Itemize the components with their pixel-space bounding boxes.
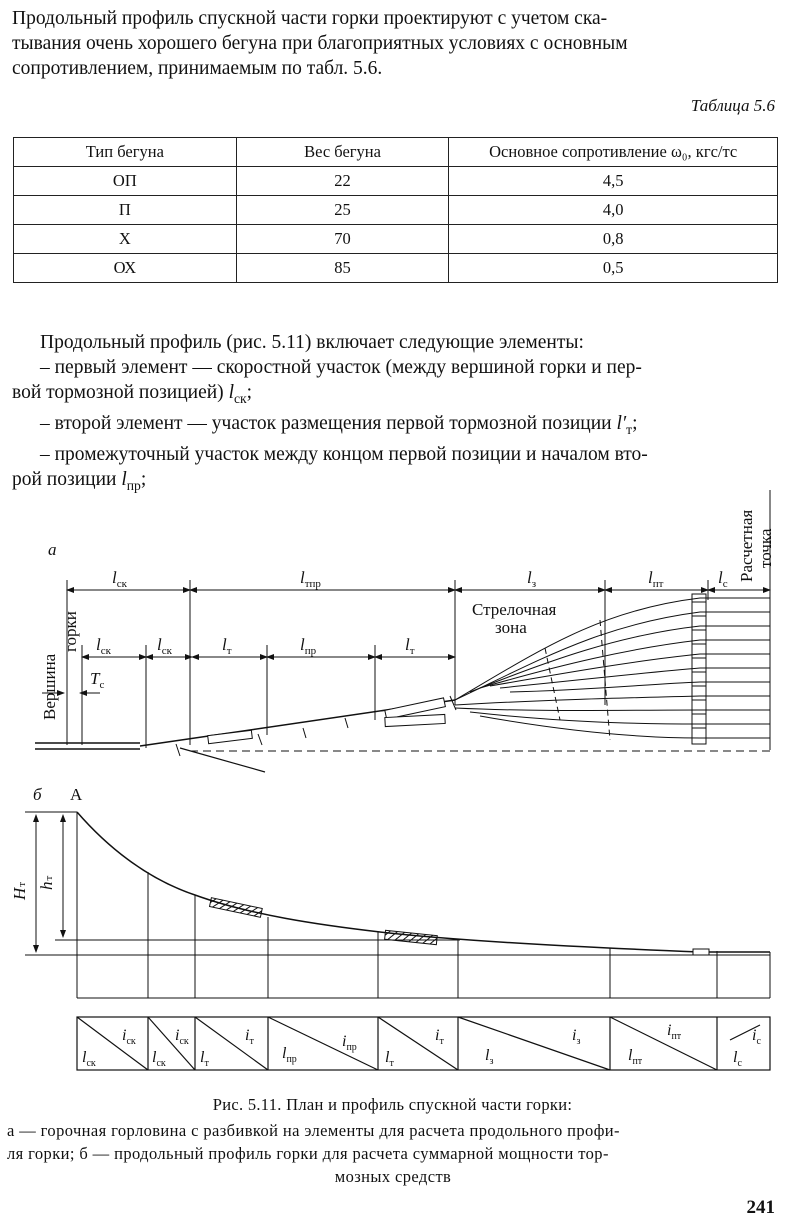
switch-zone-label-2: зона (495, 618, 527, 637)
part-a-label: а (48, 540, 57, 559)
svg-text:Tс: $T_с$ (90, 669, 105, 691)
figure-title: Рис. 5.11. План и профиль спускной части горки: (212, 1095, 573, 1114)
table-row (14, 225, 778, 254)
item1-line-b: вой тормозной позицией) (12, 382, 224, 403)
cell: 4,5 (449, 167, 778, 196)
legend-line-b: ля горки; б — продольный профиль горки для расчета суммарной мощности тор- (7, 1144, 609, 1163)
cell: 70 (236, 225, 449, 254)
svg-text:lпт: $l_{пт}$ (628, 1047, 643, 1067)
intro-paragraph (12, 6, 777, 81)
svg-text:lз: $l_з$ (485, 1047, 494, 1067)
header-resistance: Основное сопротивление ω₀, кгс/тс (449, 138, 778, 167)
item3-line-a: – промежуточный участок между концом первой позиции и началом вто- (40, 443, 648, 465)
part-b-label: б (33, 785, 42, 804)
item3-line-b: рой позиции (12, 468, 117, 490)
svg-text:lпр: $l_{пр}$ (282, 1045, 297, 1065)
svg-text:lск: $l_{ск}$ (82, 1049, 96, 1069)
svg-text:iс: $i_с$ (752, 1027, 761, 1047)
calc-point-label-1: Расчетная (737, 509, 756, 582)
item1-end: ; (246, 382, 253, 403)
header-runner-weight: Вес бегуна (236, 138, 449, 167)
table-caption: Таблица 5.6 (690, 96, 775, 115)
point-a-label: A (70, 785, 83, 804)
item2-var: l′ (616, 412, 627, 434)
item2-sub: т (626, 421, 633, 437)
svg-text:lс: $l_с$ (733, 1049, 742, 1069)
switch-zone-label-1: Стрелочная (472, 600, 557, 619)
svg-text:iпт: $i_{пт}$ (667, 1022, 682, 1042)
profile-curve (77, 812, 770, 952)
item1-var: l (228, 382, 234, 403)
svg-text:iт: $i_т$ (245, 1027, 254, 1047)
elements-paragraph (12, 330, 777, 498)
cell: 25 (236, 196, 449, 225)
svg-text:lс: $l_с$ (718, 568, 728, 590)
elements-intro: Продольный профиль (рис. 5.11) включает следующие элементы: (40, 332, 584, 353)
item1-sub: ск (233, 390, 247, 406)
figure-5-11 (0, 490, 785, 1090)
svg-text:lз: $l_з$ (527, 568, 537, 590)
item3-sub: пр (126, 477, 141, 493)
summit-label-1: Вершина (40, 653, 59, 720)
item3-var: l (121, 468, 127, 490)
cell: П (14, 196, 237, 225)
table-row (14, 254, 778, 283)
svg-text:lск: $l_{ск}$ (157, 635, 172, 657)
svg-text:lтпр: $l_{тпр}$ (300, 568, 321, 590)
svg-text:lпт: $l_{пт}$ (648, 568, 664, 590)
cell: ОХ (14, 254, 237, 283)
svg-text:lт: $l_т$ (405, 635, 415, 657)
calc-point-label-2: точка (756, 528, 775, 568)
header-runner-type: Тип бегуна (14, 138, 237, 167)
figure-legend (7, 1119, 779, 1188)
intro-line-1: Продольный профиль спускной части горки проектируют с учетом ска- (12, 8, 608, 29)
runner-table (13, 137, 778, 283)
svg-text:iпр: $i_{пр}$ (342, 1033, 357, 1053)
svg-text:lск: $l_{ск}$ (96, 635, 111, 657)
legend-line-c: мозных средств (334, 1167, 452, 1186)
svg-text:lск: $l_{ск}$ (152, 1049, 166, 1069)
table-row (14, 167, 778, 196)
intro-line-3: сопротивлением, принимаемым по табл. 5.6. (12, 58, 383, 79)
svg-text:lт: $l_т$ (200, 1049, 209, 1069)
svg-text:hт: hт (37, 875, 56, 890)
cell: 22 (236, 167, 449, 196)
svg-text:lт: $l_т$ (385, 1049, 394, 1069)
svg-text:lпр: $l_{пр}$ (300, 635, 317, 657)
cell: 0,8 (449, 225, 778, 254)
cell: 4,0 (449, 196, 778, 225)
page-number: 241 (746, 1197, 775, 1218)
intro-line-2: тывания очень хорошего бегуна при благоприятных условиях с основным (12, 33, 628, 54)
table-row (14, 196, 778, 225)
cell: 85 (236, 254, 449, 283)
item2-end: ; (632, 412, 638, 434)
table-header-row (14, 138, 778, 167)
item1-line-a: – первый элемент — скоростной участок (между вершиной горки и пер- (40, 357, 642, 378)
svg-text:lск: $l_{ск}$ (112, 568, 127, 590)
svg-text:iск: $i_{ск}$ (175, 1027, 189, 1047)
cell: ОП (14, 167, 237, 196)
svg-text:iз: $i_з$ (572, 1027, 581, 1047)
svg-text:lт: $l_т$ (222, 635, 232, 657)
svg-text:iт: $i_т$ (435, 1027, 444, 1047)
legend-line-a: а — горочная горловина с разбивкой на элементы для расчета продольного профи- (7, 1121, 620, 1140)
track-end-retarders (692, 594, 706, 744)
cell: Х (14, 225, 237, 254)
item2-line: – второй элемент — участок размещения первой тормозной позиции (40, 412, 612, 434)
svg-text:Hт: Hт (10, 881, 29, 900)
item3-end: ; (140, 468, 147, 490)
summit-label-2: горки (61, 611, 80, 652)
svg-text:iск: $i_{ск}$ (122, 1027, 136, 1047)
cell: 0,5 (449, 254, 778, 283)
